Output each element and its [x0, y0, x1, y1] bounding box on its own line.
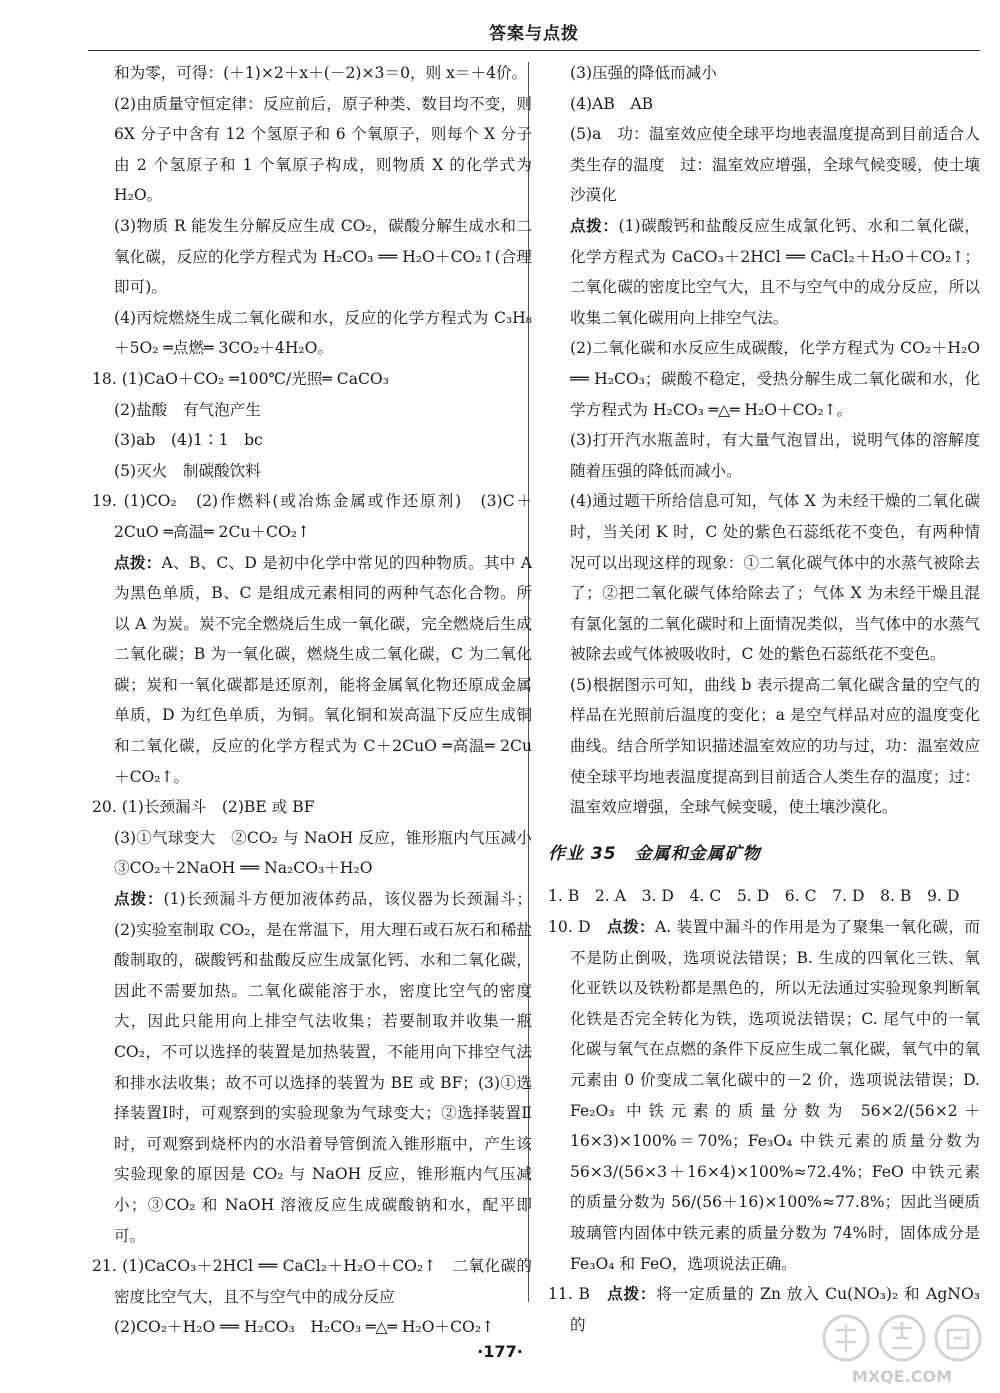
answer-text: (5)a 功：温室效应使全球平均地表温度提高到目前适合人类生存的温度 过：温室效应增强，全球气候变暖，使土壤沙漠化: [570, 125, 980, 205]
answer-text: (4)AB AB: [570, 94, 654, 113]
section-title: 作业 35 金属和金属矿物: [548, 843, 761, 864]
answer-paragraph: [92, 486, 532, 547]
answer-text: 21. (1)CaCO₃＋2HCl ══ CaCl₂＋H₂O＋CO₂↑ 二氧化碳的密度比空气大，且不与空气中的成分反应: [92, 1257, 532, 1306]
answer-text: (4)通过题干所给信息可知，气体 X 为未经干燥的二氧化碳时，当关闭 K 时，C 处的紫色石蕊纸花不变色，有两种情况可以出现这样的现象：①二氧化碳气体中的水蒸气被除去了；②把二氧化碳气体给除去了；气体 X 为未经干燥且混有氯化氢的二氧化碳时和上面情况类似，当气体中的水蒸气被除去或气体被吸收时，C 处的紫色石蕊纸花不变色。: [570, 492, 980, 664]
answer-text: (3)物质 R 能发生分解反应生成 CO₂，碳酸分解生成水和二氧化碳，反应的化学方程式为 H₂CO₃ ══ H₂O＋CO₂↑(合理即可)。: [114, 216, 532, 297]
answer-paragraph: [548, 333, 980, 425]
answer-paragraph: [92, 792, 532, 823]
right-column: [548, 58, 980, 1340]
page-header: [88, 20, 980, 51]
answer-paragraph: [92, 58, 532, 89]
answer-paragraph: [548, 486, 980, 670]
right-column-answers: [548, 58, 980, 823]
answer-paragraph: [92, 1312, 532, 1343]
answer-text: (5)灭火 制碳酸饮料: [114, 461, 261, 480]
answer-text: 1. B 2. A 3. D 4. C 5. D 6. C 7. D 8. B 9. D: [548, 887, 960, 906]
answer-text: (1)长颈漏斗方便加液体药品，该仪器为长颈漏斗；(2)实验室制取 CO₂，是在常温下，用大理石或石灰石和稀盐酸制取的，碳酸钙和盐酸反应生成氯化钙、水和二氧化碳，因此不需要加热。二氧化碳能溶于水，密度比空气的密度大，因此只能用向上排空气法收集；若要制取并收集一瓶 CO₂，不可以选择的装置是加热装置，不能用向下排空气法和排水法收集；故不可以选择的装置为 BE 或 BF；(3)①选择装置Ⅰ时，可观察到的实验现象为气球变大；②选择装置Ⅱ时，可观察到烧杯内的水沿着导管倒流入锥形瓶中，产生该实验现象的原因是 CO₂ 与 NaOH 反应，锥形瓶内气压减小；③CO₂ 和 NaOH 溶液反应生成碳酸钠和水，配平即可。: [114, 890, 532, 1245]
answer-paragraph: [92, 456, 532, 487]
answer-paragraph: [92, 548, 532, 793]
answer-paragraph: [548, 912, 980, 1279]
header-title: 答案与点拨: [489, 24, 579, 44]
answer-text: (1)碳酸钙和盐酸反应生成氯化钙、水和二氧化碳，化学方程式为 CaCO₃＋2HCl ══ CaCl₂＋H₂O＋CO₂↑；二氧化碳的密度比空气大，且不与空气中的成分反应，所以收集二氧化碳用向上排空气法。: [570, 216, 980, 327]
answer-text: A. 装置中漏斗的作用是为了聚集一氧化碳，而不是防止倒吸，选项说法错误；B. 生成的四氧化三铁、氧化亚铁以及铁粉都是黑色的，所以无法通过实验现象判断氧化铁是否完全转化为铁，选项说法错误；C. 尾气中的一氧化碳与氧气在点燃的条件下反应生成二氧化碳，氧气中的氧元素由 0 价变成二氧化碳中的－2 价，选项说法错误；D. Fe₂O₃ 中铁元素的质量分数为 56×2/(56×2＋16×3)×100%＝70%；Fe₃O₄ 中铁元素的质量分数为 56×3/(56×3＋16×4)×100%≈72.4%；FeO 中铁元素的质量分数为 56/(56＋16)×100%≈77.8%；因此当硬质玻璃管内固体中铁元素的质量分数为 74%时，固体成分是 Fe₃O₄ 和 FeO，选项说法正确。: [570, 918, 980, 1273]
answer-text: A、B、C、D 是初中化学中常见的四种物质。其中 A 为黑色单质，B、C 是组成元素相同的两种气态化合物。所以 A 为炭。炭不完全燃烧后生成一氧化碳，完全燃烧后生成二氧化碳；B 为一氧化碳，燃烧生成二氧化碳，C 为二氧化碳；炭和一氧化碳都是还原剂，能将金属氧化物还原成金属单质，D 为红色单质，为铜。氧化铜和炭高温下反应生成铜和二氧化碳，反应的化学方程式为 C＋2CuO ═高温═ 2Cu＋CO₂↑。: [114, 553, 532, 786]
answer-text: 18. (1)CaO＋CO₂ ═100℃/光照═ CaCO₃: [92, 369, 389, 388]
answer-text: (2)盐酸 有气泡产生: [114, 400, 261, 419]
answer-text: (4)丙烷燃烧生成二氧化碳和水，反应的化学方程式为 C₃H₈＋5O₂ ═点燃═ 3CO₂＋4H₂O。: [114, 308, 532, 358]
answer-paragraph: [548, 881, 980, 912]
hint-label: 点拨：: [570, 216, 619, 235]
page-number: ·177·: [477, 1342, 523, 1361]
answer-paragraph: [548, 425, 980, 486]
answer-paragraph: [548, 58, 980, 89]
hint-label: 点拨：: [607, 1285, 657, 1304]
answer-text: (2)二氧化碳和水反应生成碳酸，化学方程式为 CO₂＋H₂O ══ H₂CO₃；碳酸不稳定，受热分解生成二氧化碳和水，化学方程式为 H₂CO₃ ═△═ H₂O＋CO₂↑。: [570, 339, 980, 419]
answer-paragraph: [92, 884, 532, 1251]
answer-paragraph: [92, 211, 532, 303]
answer-text: 20. (1)长颈漏斗 (2)BE 或 BF: [92, 798, 315, 817]
answer-paragraph: [548, 670, 980, 823]
answer-text: (2)CO₂＋H₂O ══ H₂CO₃ H₂CO₃ ═△═ H₂O＋CO₂↑: [114, 1318, 495, 1337]
answer-paragraph: [92, 303, 532, 364]
hint-label: 点拨：: [114, 553, 162, 572]
hint-label: 点拨：: [114, 890, 164, 909]
answer-text: (3)打开汽水瓶盖时，有大量气泡冒出，说明气体的溶解度随着压强的降低而减小。: [570, 431, 980, 480]
answer-text: (3)压强的降低而减小: [570, 64, 717, 82]
answer-text: 和为零，可得：(＋1)×2＋x＋(－2)×3＝0，则 x＝＋4价。: [114, 64, 528, 82]
answer-prefix: 11. B: [548, 1285, 608, 1304]
right-column-new-section: [548, 881, 980, 1340]
answer-paragraph: [92, 425, 532, 456]
answer-paragraph: [92, 89, 532, 211]
answer-paragraph: [92, 823, 548, 884]
answer-text: (3)①气球变大 ②CO₂ 与 NaOH 反应，锥形瓶内气压减小 ③CO₂＋2NaOH ══ Na₂CO₃＋H₂O: [114, 828, 548, 878]
answer-paragraph: [548, 89, 980, 120]
answer-text: 将一定质量的 Zn 放入 Cu(NO₃)₂ 和 AgNO₃ 的: [570, 1285, 980, 1334]
answer-text: 19. (1)CO₂ (2)作燃料(或冶炼金属或作还原剂) (3)C＋2CuO ═高温═ 2Cu＋CO₂↑: [92, 492, 532, 541]
answer-paragraph: [92, 395, 532, 426]
answer-text: (5)根据图示可知，曲线 b 表示提高二氧化碳含量的空气的样品在光照前后温度的变化；a 是空气样品对应的温度变化曲线。结合所学知识描述温室效应的功与过，功：温室效应使全球平均地表温度提高到目前适合人类生存的温度；过：温室效应增强，全球气候变暖，使土壤沙漠化。: [570, 675, 980, 817]
watermark-url: MXQE.COM: [851, 1367, 953, 1386]
answer-text: (2)由质量守恒定律：反应前后，原子种类、数目均不变，则 6X 分子中含有 12 个氢原子和 6 个氧原子，则每个 X 分子由 2 个氢原子和 1 个氧原子构成，则物质 X 的化学式为 H₂O。: [114, 94, 532, 205]
answer-prefix: 10. D: [548, 918, 608, 937]
left-column: [92, 58, 548, 1343]
answer-paragraph: [92, 364, 532, 395]
watermark-glyphs: [836, 1322, 968, 1352]
answer-paragraph: [548, 119, 980, 211]
answer-text: (3)ab (4)1∶1 bc: [114, 431, 263, 450]
watermark-logo: [818, 1308, 986, 1388]
answer-paragraph: [92, 1251, 532, 1312]
hint-label: 点拨：: [607, 918, 656, 937]
answer-paragraph: [548, 211, 980, 333]
